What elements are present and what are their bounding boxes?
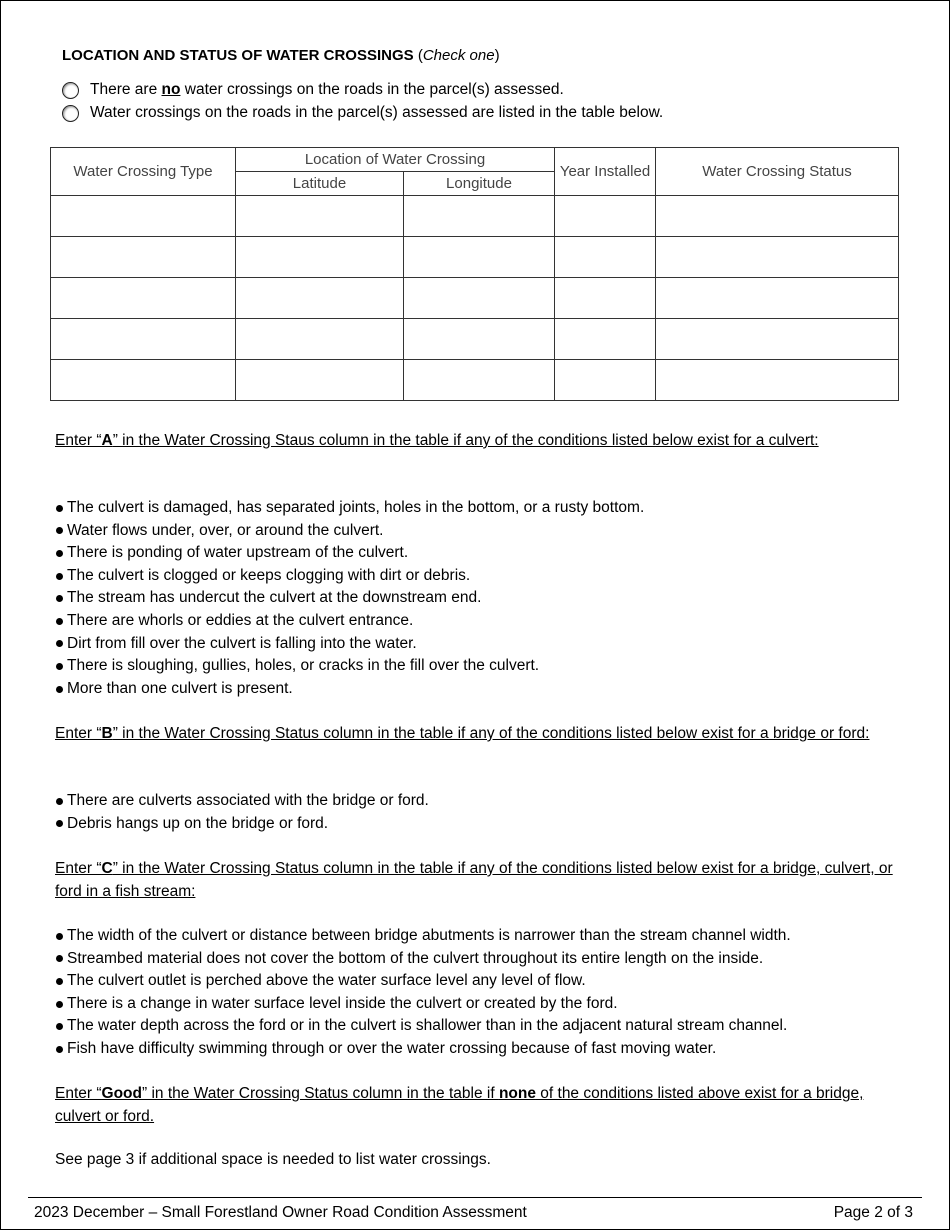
cell-longitude[interactable] xyxy=(404,237,555,278)
list-item xyxy=(55,1015,791,1038)
bullet-icon xyxy=(56,618,63,625)
table-row xyxy=(51,278,899,319)
bullet-icon xyxy=(56,505,63,512)
list-item xyxy=(55,925,791,948)
list-item xyxy=(55,1038,791,1061)
list-item-text: Dirt from fill over the culvert is falling into the water. xyxy=(67,634,417,652)
option-crossings-listed[interactable] xyxy=(62,104,663,122)
bullet-icon xyxy=(56,955,63,962)
cell-latitude[interactable] xyxy=(236,319,404,360)
water-crossing-table xyxy=(50,147,899,401)
header-longitude: Longitude xyxy=(404,172,555,196)
cell-longitude[interactable] xyxy=(404,360,555,401)
additional-space-note: See page 3 if additional space is needed to list water crossings. xyxy=(55,1151,491,1168)
list-item xyxy=(55,542,644,565)
cell-longitude[interactable] xyxy=(404,196,555,237)
list-item-text: The width of the culvert or distance between bridge abutments is narrower than the stream channel width. xyxy=(67,927,791,944)
list-item xyxy=(55,565,644,588)
header-year-installed: Year Installed xyxy=(555,148,656,196)
list-item xyxy=(55,678,644,701)
radio-no-crossings[interactable] xyxy=(62,82,79,99)
cell-status[interactable] xyxy=(656,278,899,319)
bullets-c xyxy=(55,925,791,1061)
list-item-text: The culvert is damaged, has separated joints, holes in the bottom, or a rusty bottom. xyxy=(67,499,645,516)
cell-year[interactable] xyxy=(555,278,656,319)
cell-status[interactable] xyxy=(656,319,899,360)
section-good-heading: Enter “Good” in the Water Crossing Status column in the table if none of the conditions listed above exist for a bridge, culvert or ford. xyxy=(55,1085,864,1125)
list-item-text: Streambed material does not cover the bottom of the culvert throughout its entire length on the inside. xyxy=(67,949,764,967)
header-location: Location of Water Crossing xyxy=(236,148,555,172)
list-item xyxy=(55,813,429,836)
bullet-icon xyxy=(56,663,63,670)
section-a-heading: Enter “A” in the Water Crossing Staus column in the table if any of the conditions listed below exist for a culvert: xyxy=(55,432,819,449)
list-item-text: The culvert outlet is perched above the water surface level any level of flow. xyxy=(67,972,586,990)
bullets-b xyxy=(55,790,429,835)
cell-latitude[interactable] xyxy=(236,278,404,319)
bullet-icon xyxy=(56,1001,63,1008)
cell-type[interactable] xyxy=(51,360,236,401)
option-crossings-listed-label: Water crossings on the roads in the parcel(s) assessed are listed in the table below. xyxy=(90,104,664,121)
table-row xyxy=(51,237,899,278)
list-item xyxy=(55,587,644,610)
cell-year[interactable] xyxy=(555,237,656,278)
header-latitude: Latitude xyxy=(236,172,404,196)
option-no-crossings[interactable] xyxy=(62,81,564,99)
cell-type[interactable] xyxy=(51,196,236,237)
section-title: LOCATION AND STATUS OF WATER CROSSINGS (Check one) xyxy=(62,47,500,64)
bullet-icon xyxy=(56,573,63,580)
list-item-text: Water flows under, over, or around the culvert. xyxy=(67,521,384,539)
cell-longitude[interactable] xyxy=(404,278,555,319)
bullet-icon xyxy=(56,798,63,805)
list-item-text: There is ponding of water upstream of the culvert. xyxy=(67,544,409,562)
list-item-text: There is a change in water surface level inside the culvert or created by the ford. xyxy=(67,994,618,1012)
bullet-icon xyxy=(56,640,63,647)
cell-latitude[interactable] xyxy=(236,360,404,401)
option-no-crossings-label: There are no water crossings on the roads in the parcel(s) assessed. xyxy=(90,81,564,98)
list-item xyxy=(55,948,791,971)
cell-status[interactable] xyxy=(656,360,899,401)
list-item xyxy=(55,633,644,656)
list-item xyxy=(55,520,644,543)
list-item xyxy=(55,970,791,993)
list-item xyxy=(55,610,644,633)
bullet-icon xyxy=(56,1046,63,1053)
header-crossing-type: Water Crossing Type xyxy=(51,148,236,196)
list-item xyxy=(55,655,644,678)
footer-divider xyxy=(28,1197,922,1198)
bullet-icon xyxy=(56,686,63,693)
table-row xyxy=(51,319,899,360)
bullet-icon xyxy=(56,933,63,940)
list-item-text: There are whorls or eddies at the culvert entrance. xyxy=(67,611,414,629)
cell-year[interactable] xyxy=(555,196,656,237)
page-number: Page 2 of 3 xyxy=(833,1204,913,1221)
cell-type[interactable] xyxy=(51,278,236,319)
bullet-icon xyxy=(56,527,63,534)
bullet-icon xyxy=(56,595,63,602)
cell-status[interactable] xyxy=(656,196,899,237)
cell-longitude[interactable] xyxy=(404,319,555,360)
section-c-heading: Enter “C” in the Water Crossing Status column in the table if any of the conditions listed below exist for a bridge, culvert, or ford in a fish stream: xyxy=(55,860,893,900)
list-item xyxy=(55,993,791,1016)
cell-latitude[interactable] xyxy=(236,237,404,278)
list-item-text: There is sloughing, gullies, holes, or cracks in the fill over the culvert. xyxy=(67,657,540,675)
list-item xyxy=(55,497,644,520)
list-item-text: Fish have difficulty swimming through or over the water crossing because of fast moving water. xyxy=(67,1039,717,1057)
list-item xyxy=(55,790,429,813)
bullets-a xyxy=(55,497,644,700)
list-item-text: The water depth across the ford or in the culvert is shallower than in the adjacent natural stream channel. xyxy=(67,1017,788,1035)
header-crossing-status: Water Crossing Status xyxy=(656,148,899,196)
bullet-icon xyxy=(56,550,63,557)
cell-type[interactable] xyxy=(51,319,236,360)
cell-latitude[interactable] xyxy=(236,196,404,237)
cell-status[interactable] xyxy=(656,237,899,278)
cell-year[interactable] xyxy=(555,319,656,360)
cell-year[interactable] xyxy=(555,360,656,401)
bullet-icon xyxy=(56,978,63,985)
list-item-text: Debris hangs up on the bridge or ford. xyxy=(67,814,329,832)
table-row xyxy=(51,196,899,237)
bullet-icon xyxy=(56,820,63,827)
radio-crossings-listed[interactable] xyxy=(62,105,79,122)
list-item-text: The culvert is clogged or keeps clogging with dirt or debris. xyxy=(67,566,471,584)
section-b-heading: Enter “B” in the Water Crossing Status column in the table if any of the conditions listed below exist for a bridge or ford: xyxy=(55,725,870,742)
table-row xyxy=(51,360,899,401)
footer-title: 2023 December – Small Forestland Owner Road Condition Assessment xyxy=(34,1204,527,1221)
cell-type[interactable] xyxy=(51,237,236,278)
list-item-text: There are culverts associated with the bridge or ford. xyxy=(67,792,429,809)
list-item-text: The stream has undercut the culvert at the downstream end. xyxy=(67,589,482,607)
list-item-text: More than one culvert is present. xyxy=(67,679,293,697)
bullet-icon xyxy=(56,1023,63,1030)
